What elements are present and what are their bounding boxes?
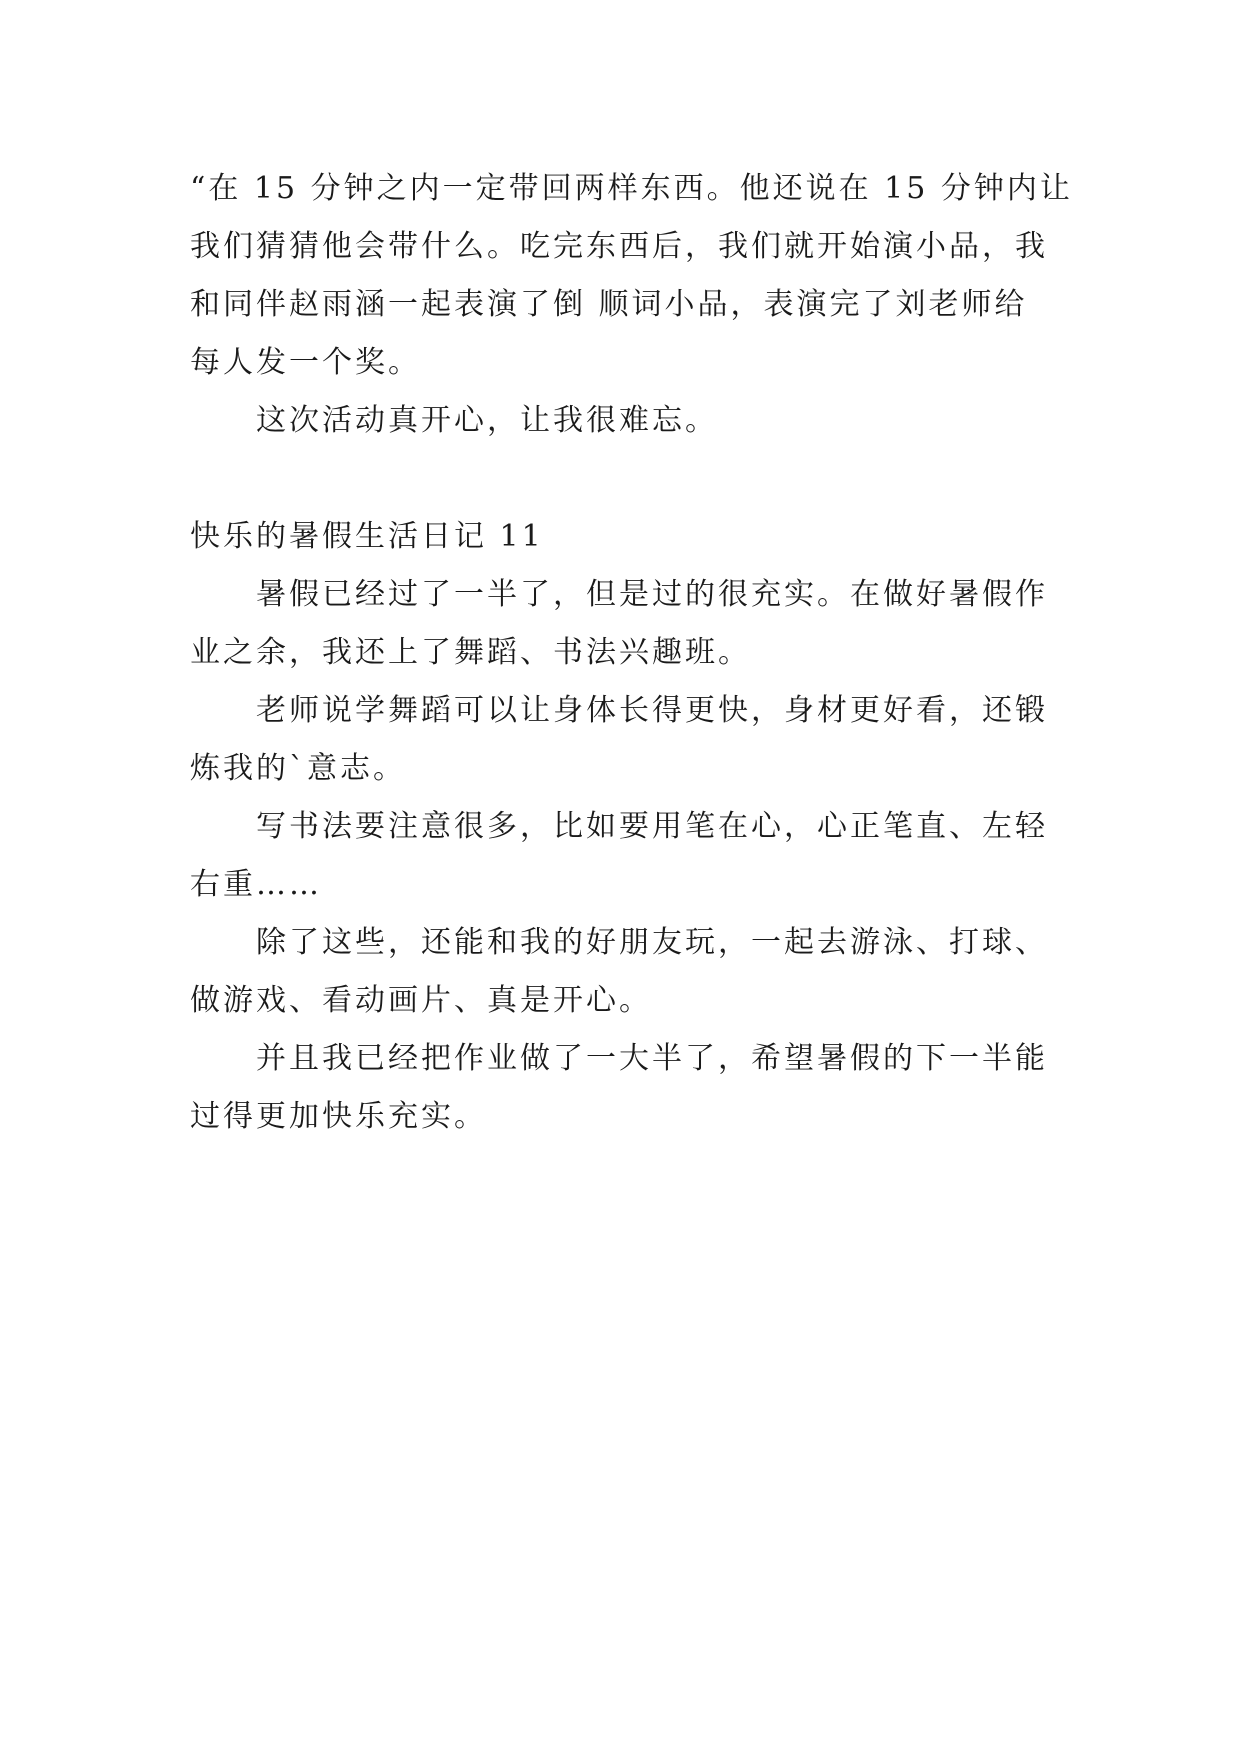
paragraph-line: “在 15 分钟之内一定带回两样东西。他还说在 15 分钟内让: [190, 171, 1073, 206]
paragraph-line: 做游戏、看动画片、真是开心。: [190, 983, 652, 1018]
blank-line: [190, 450, 1060, 508]
section-title: 快乐的暑假生活日记 11: [190, 519, 544, 554]
paragraph-line: 老师说学舞蹈可以让身体长得更快，身材更好看，还锻: [256, 693, 1048, 728]
paragraph-line: 每人发一个奖。: [190, 345, 421, 380]
paragraph-line: 我们猜猜他会带什么。吃完东西后，我们就开始演小品，我: [190, 229, 1048, 264]
paragraph-line: 写书法要注意很多，比如要用笔在心，心正笔直、左轻: [256, 809, 1048, 844]
paragraph-line: 这次活动真开心，让我很难忘。: [256, 403, 718, 438]
paragraph-line: 业之余，我还上了舞蹈、书法兴趣班。: [190, 635, 751, 670]
document-body: [190, 160, 1073, 1146]
paragraph-line: 右重……: [190, 867, 322, 902]
paragraph-line: 炼我的`意志。: [190, 751, 406, 786]
paragraph-line: 暑假已经过了一半了，但是过的很充实。在做好暑假作: [256, 577, 1048, 612]
paragraph-line: 除了这些，还能和我的好朋友玩，一起去游泳、打球、: [256, 925, 1048, 960]
paragraph-line: 并且我已经把作业做了一大半了，希望暑假的下一半能: [256, 1041, 1048, 1076]
paragraph-line: 和同伴赵雨涵一起表演了倒 顺词小品，表演完了刘老师给: [190, 287, 1028, 322]
paragraph-line: 过得更加快乐充实。: [190, 1099, 487, 1134]
